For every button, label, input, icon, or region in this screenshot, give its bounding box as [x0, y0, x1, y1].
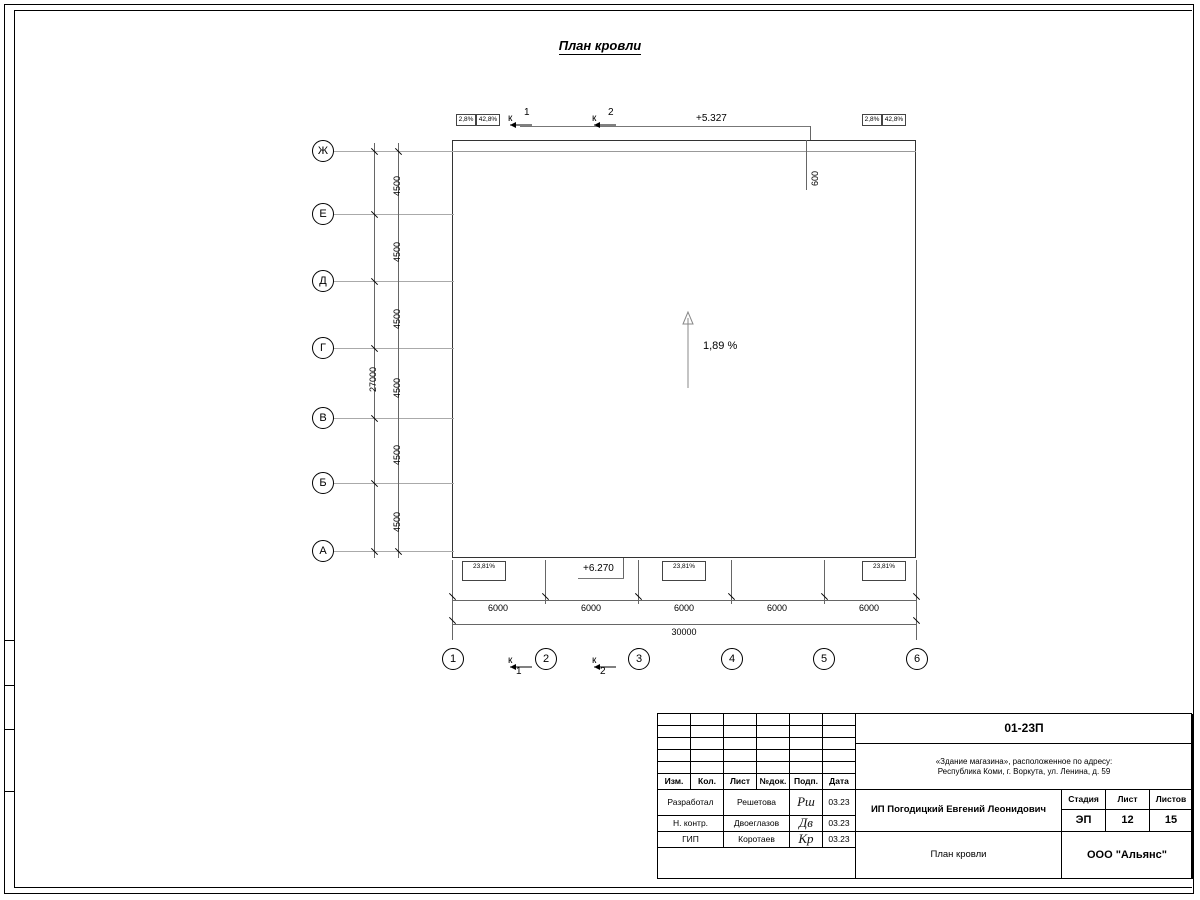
rev-cell — [658, 714, 691, 726]
rev-cell — [757, 750, 790, 762]
stage-value-stadia: ЭП — [1062, 810, 1106, 832]
vertical-dim-3: 4500 — [392, 308, 402, 329]
parapet-inner-line — [452, 151, 916, 152]
rev-cell — [790, 726, 823, 738]
elevation-top-leader — [520, 126, 810, 127]
axis-line-b — [334, 483, 454, 484]
axis-letter-a: А — [312, 540, 334, 562]
section-number-top-2: 2 — [608, 107, 614, 118]
rev-cell — [823, 726, 856, 738]
rev-cell — [790, 738, 823, 750]
axis-line-g — [334, 348, 454, 349]
organization-name: ООО "Альянс" — [1062, 832, 1193, 879]
stage-header-listov: Листов — [1150, 790, 1193, 810]
rev-cell — [790, 762, 823, 774]
section-arrow-top-2-icon — [592, 119, 618, 131]
ext-line-1 — [452, 560, 453, 640]
rev-cell — [691, 726, 724, 738]
horizontal-dim-line-1 — [452, 600, 916, 601]
vertical-dim-1: 4500 — [392, 175, 402, 196]
rev-cell — [658, 726, 691, 738]
stamp-role-1: Разработал — [658, 790, 724, 816]
stamp-col-izm: Изм. — [658, 774, 691, 790]
section-number-bottom-1: 1 — [516, 666, 522, 677]
slope-arrow-icon — [676, 310, 700, 390]
stamp-col-podp: Подп. — [790, 774, 823, 790]
horizontal-dim-line-2 — [452, 624, 916, 625]
vertical-dim-2: 4500 — [392, 241, 402, 262]
axis-letter-b: Б — [312, 472, 334, 494]
rev-cell — [724, 762, 757, 774]
rev-cell — [691, 750, 724, 762]
object-description — [856, 744, 1193, 790]
stamp-name-3: Коротаев — [724, 832, 790, 848]
axis-letter-d: Д — [312, 270, 334, 292]
stamp-col-list: Лист — [724, 774, 757, 790]
axis-letter-v: В — [312, 407, 334, 429]
rev-cell — [757, 726, 790, 738]
stamp-name-2: Двоеглазов — [724, 816, 790, 832]
object-line-1: «Здание магазина», расположенное по адресу: — [935, 756, 1113, 766]
axis-number-3: 3 — [628, 648, 650, 670]
rev-cell — [757, 738, 790, 750]
stage-value-listov: 15 — [1150, 810, 1193, 832]
horizontal-dim-4: 6000 — [766, 603, 788, 613]
stamp-date-2: 03.23 — [823, 816, 856, 832]
axis-letter-zh: Ж — [312, 140, 334, 162]
page-title — [0, 38, 1200, 53]
project-code: 01-23П — [856, 714, 1193, 744]
parapet-dim-line — [806, 152, 807, 190]
rev-cell — [724, 726, 757, 738]
stamp-col-data: Дата — [823, 774, 856, 790]
axis-number-5: 5 — [813, 648, 835, 670]
rev-cell — [757, 714, 790, 726]
stamp-name-1: Решетова — [724, 790, 790, 816]
section-arrow-top-1-icon — [508, 119, 534, 131]
rev-cell — [658, 738, 691, 750]
rev-cell — [724, 750, 757, 762]
slope-box-bottom-1: 23,81% — [462, 561, 506, 581]
rev-cell — [823, 750, 856, 762]
sheet-title: План кровли — [856, 832, 1062, 879]
page-title-text: План кровли — [558, 38, 642, 53]
elevation-top-label: +5.327 — [696, 113, 727, 124]
axis-letter-g: Г — [312, 337, 334, 359]
parapet-width-label: 600 — [810, 170, 820, 186]
axis-number-4: 4 — [721, 648, 743, 670]
rev-cell — [724, 738, 757, 750]
slope-box-top-1: 2,8% — [456, 114, 476, 126]
roof-slope-label: 1,89 % — [703, 340, 738, 352]
stage-header-stadia: Стадия — [1062, 790, 1106, 810]
slope-box-bottom-2: 23,81% — [662, 561, 706, 581]
stage-value-list: 12 — [1106, 810, 1150, 832]
axis-line-zh — [334, 151, 454, 152]
axis-line-a — [334, 551, 454, 552]
rev-cell — [823, 714, 856, 726]
axis-number-2: 2 — [535, 648, 557, 670]
rev-cell — [823, 762, 856, 774]
slope-box-top-4: 42,8% — [882, 114, 906, 126]
axis-line-e — [334, 214, 454, 215]
left-margin-strip — [4, 640, 14, 894]
horizontal-dim-2: 6000 — [580, 603, 602, 613]
elevation-bottom-leader — [578, 578, 624, 579]
stage-header-list: Лист — [1106, 790, 1150, 810]
horizontal-dim-3: 6000 — [673, 603, 695, 613]
object-line-2: Республика Коми, г. Воркута, ул. Ленина, д. 59 — [937, 766, 1111, 776]
rev-cell — [823, 738, 856, 750]
rev-cell — [790, 750, 823, 762]
elevation-bottom-leader-tick — [623, 558, 624, 578]
section-number-bottom-2: 2 — [600, 666, 606, 677]
vertical-dim-4: 4500 — [392, 377, 402, 398]
elevation-top-leader-tick — [810, 126, 811, 140]
section-mark-letter: к — [592, 113, 597, 124]
horizontal-dim-1: 6000 — [487, 603, 509, 613]
vertical-dim-6: 4500 — [392, 511, 402, 532]
section-mark-letter: к — [592, 655, 597, 666]
title-block — [657, 713, 1192, 879]
axis-number-1: 1 — [442, 648, 464, 670]
rev-cell — [691, 762, 724, 774]
stamp-date-1: 03.23 — [823, 790, 856, 816]
axis-line-v — [334, 418, 454, 419]
slope-box-bottom-3: 23,81% — [862, 561, 906, 581]
axis-line-d — [334, 281, 454, 282]
axis-number-6: 6 — [906, 648, 928, 670]
section-number-top-1: 1 — [524, 107, 530, 118]
vertical-dim-total: 27000 — [368, 366, 378, 392]
parapet-dim-tick — [806, 140, 807, 152]
rev-cell — [658, 750, 691, 762]
ext-line-6 — [916, 560, 917, 640]
stamp-role-3: ГИП — [658, 832, 724, 848]
vertical-dim-line-inner — [398, 143, 399, 558]
vertical-dim-5: 4500 — [392, 444, 402, 465]
slope-box-top-2: 42,8% — [476, 114, 500, 126]
rev-cell — [724, 714, 757, 726]
rev-cell — [691, 714, 724, 726]
rev-cell — [691, 738, 724, 750]
horizontal-dim-total: 30000 — [671, 627, 697, 637]
slope-box-top-3: 2,8% — [862, 114, 882, 126]
stamp-blank-bottom-left — [658, 848, 856, 879]
customer-name: ИП Погодицкий Евгений Леонидович — [856, 790, 1062, 832]
stamp-col-ndok: №док. — [757, 774, 790, 790]
stamp-date-3: 03.23 — [823, 832, 856, 848]
section-mark-letter: к — [508, 655, 513, 666]
rev-cell — [757, 762, 790, 774]
axis-letter-e: Е — [312, 203, 334, 225]
stamp-role-2: Н. контр. — [658, 816, 724, 832]
elevation-bottom-label: +6.270 — [583, 563, 614, 574]
rev-cell — [790, 714, 823, 726]
section-mark-letter: к — [508, 113, 513, 124]
stamp-sign-2: Дв — [790, 816, 823, 832]
stamp-sign-1: Рш — [790, 790, 823, 816]
rev-cell — [658, 762, 691, 774]
stamp-col-kol: Кол. — [691, 774, 724, 790]
stamp-sign-3: Кр — [790, 832, 823, 848]
horizontal-dim-5: 6000 — [858, 603, 880, 613]
